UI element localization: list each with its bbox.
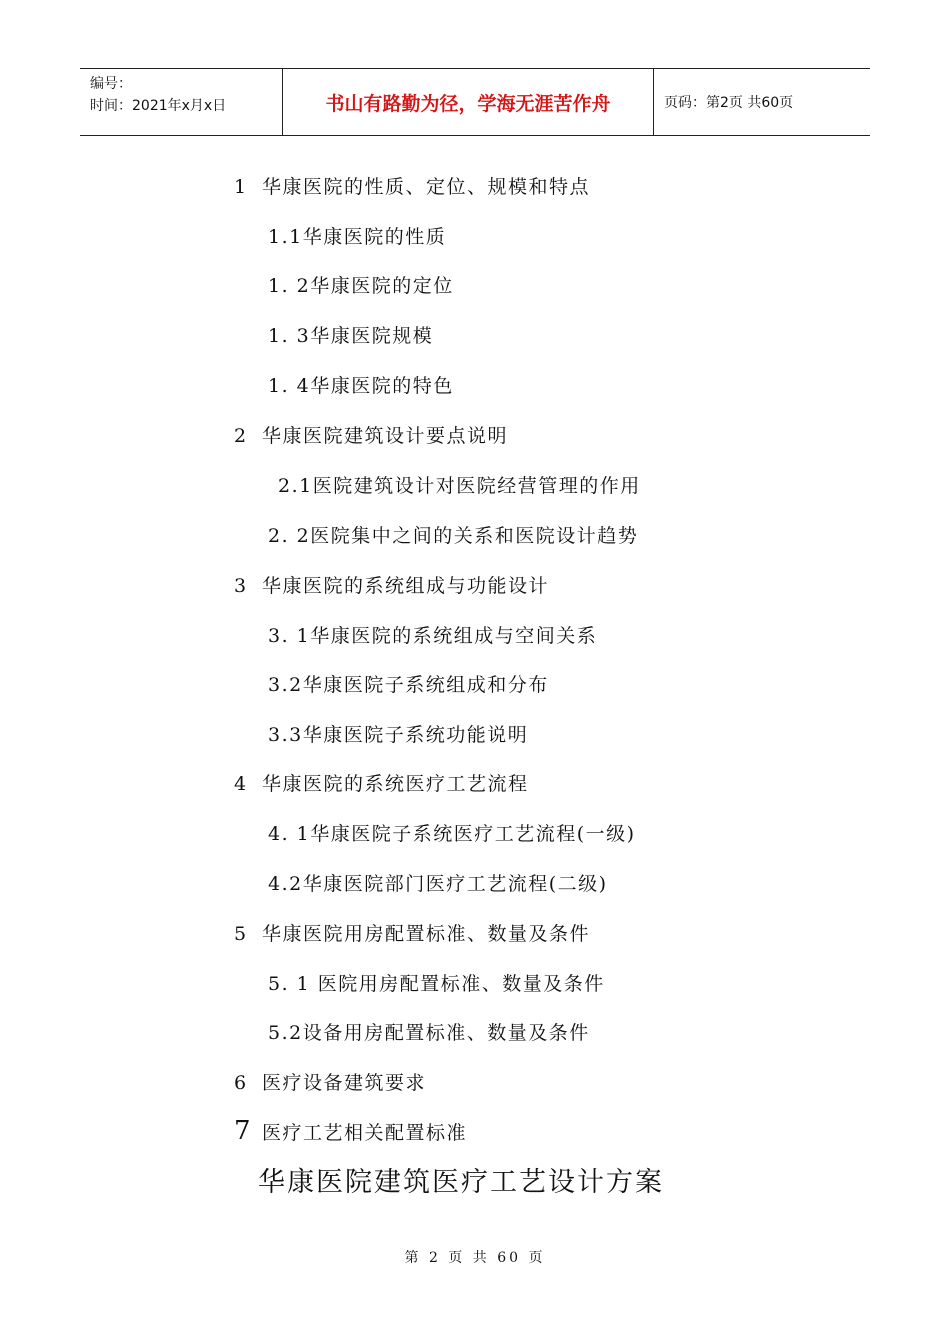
toc-item-text: 华康医院用房配置标准、数量及条件 [262, 923, 591, 945]
toc-item [268, 1018, 590, 1045]
toc-item-text: 华康医院的性质、定位、规模和特点 [262, 176, 591, 198]
toc-item-number: 4 [234, 773, 248, 795]
toc-item [234, 1116, 467, 1146]
toc-item [234, 919, 590, 946]
toc-item-number: 1 [234, 176, 248, 198]
toc-item-number: 6 [234, 1072, 248, 1094]
header-motto: 书山有路勤为径，学海无涯苦作舟 [282, 69, 654, 135]
toc-item-text: 4.2华康医院部门医疗工艺流程(二级) [268, 873, 608, 895]
document-time-label: 时间：2021年x月x日 [90, 98, 227, 114]
page-header [80, 68, 870, 136]
toc-item [268, 371, 454, 398]
toc-item-text: 5.2设备用房配置标准、数量及条件 [268, 1022, 590, 1044]
toc-item-text: 3.2华康医院子系统组成和分布 [268, 674, 549, 696]
toc-item-text: 医疗工艺相关配置标准 [262, 1122, 468, 1144]
toc-item [234, 1068, 426, 1095]
toc-item-text: 华康医院的系统医疗工艺流程 [262, 773, 529, 795]
toc-item [268, 222, 446, 249]
toc-item [268, 321, 433, 348]
toc-item-text: 1. 4华康医院的特色 [268, 375, 454, 397]
toc-item-text: 5. 1 医院用房配置标准、数量及条件 [268, 973, 605, 995]
toc-item-text: 华康医院建筑设计要点说明 [262, 425, 509, 447]
toc-item [268, 621, 597, 648]
toc-item [234, 571, 549, 598]
toc-item [278, 471, 641, 498]
toc-item-number: 3 [234, 575, 248, 597]
toc-item-text: 华康医院的系统组成与功能设计 [262, 575, 550, 597]
toc-item-text: 3. 1华康医院的系统组成与空间关系 [268, 625, 598, 647]
toc-item-text: 1. 2华康医院的定位 [268, 275, 454, 297]
toc-item [268, 670, 549, 697]
toc-item-text: 2. 2医院集中之间的关系和医院设计趋势 [268, 525, 639, 547]
toc-item-text: 3.3华康医院子系统功能说明 [268, 724, 529, 746]
toc-item [234, 421, 508, 448]
header-page-info: 页码：第2页 共60页 [664, 95, 794, 111]
toc-item-text: 2.1医院建筑设计对医院经营管理的作用 [278, 475, 641, 497]
toc-item-text: 4. 1华康医院子系统医疗工艺流程(一级) [268, 823, 636, 845]
toc-item-text: 医疗设备建筑要求 [262, 1072, 427, 1094]
document-number-label: 编号： [90, 76, 132, 92]
toc-item-text: 1. 3华康医院规模 [268, 325, 434, 347]
toc-item [234, 769, 529, 796]
toc-item [268, 720, 528, 747]
toc-item-number: 7 [234, 1116, 253, 1146]
toc-item [268, 521, 638, 548]
toc-item [268, 969, 605, 996]
document-title: 华康医院建筑医疗工艺设计方案 [258, 1167, 664, 1198]
toc-item [268, 271, 454, 298]
toc-item [268, 819, 636, 846]
toc-item [268, 869, 608, 896]
toc-item-text: 1.1华康医院的性质 [268, 226, 447, 248]
toc-item-number: 5 [234, 923, 248, 945]
toc-item [234, 172, 590, 199]
page-footer: 第 2 页 共 60 页 [404, 1250, 546, 1266]
header-meta [80, 69, 282, 135]
toc-item-number: 2 [234, 425, 248, 447]
